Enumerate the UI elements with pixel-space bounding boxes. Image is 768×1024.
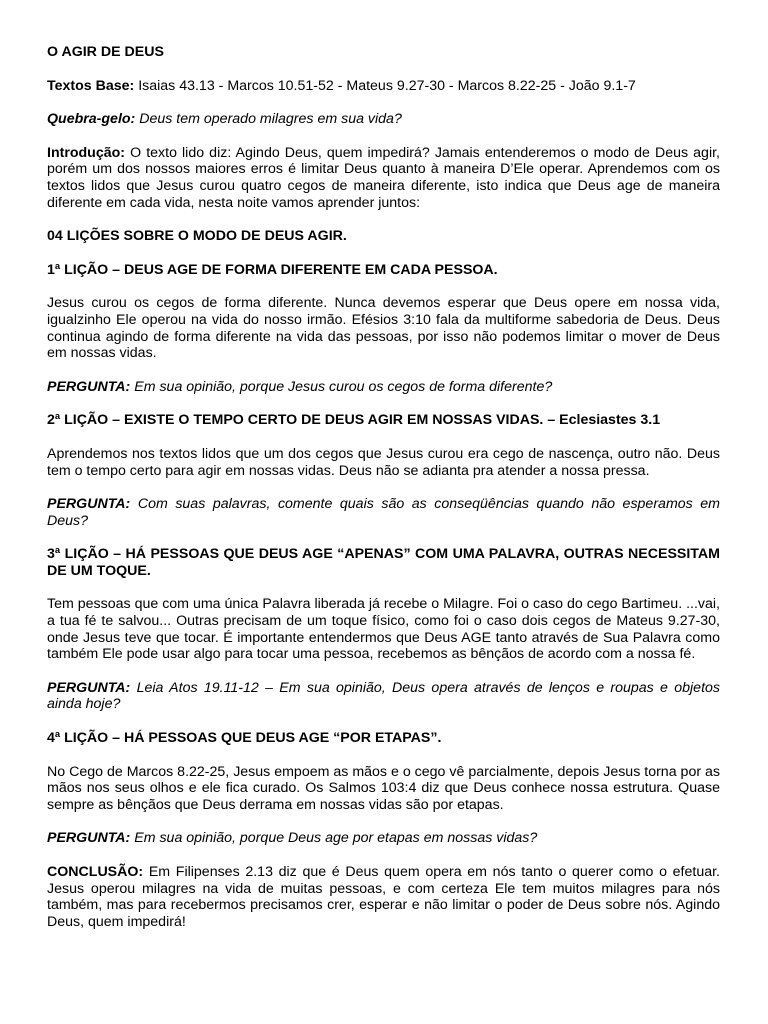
document-body: [47, 44, 720, 947]
licao1-pergunta: [47, 379, 720, 396]
licao3-body: Tem pessoas que com uma única Palavra liberada já recebe o Milagre. Foi o caso do cego Bartimeu. ...vai, a tua fé te salvou... Outras precisam de um toque físico, como foi o caso dois cegos de Mateus 9.27-30, onde Jesus teve que tocar. É importante entendermos que Deus AGE tanto através de Sua Palavra como também Ele pode usar algo para tocar uma pessoa, recebemos as bênçãos de acordo com a nossa fé.: [47, 596, 720, 663]
pergunta-label: PERGUNTA:: [47, 496, 131, 513]
quebra-gelo-label: Quebra-gelo:: [47, 111, 136, 128]
licao2-heading: 2ª LIÇÃO – EXISTE O TEMPO CERTO DE DEUS AGIR EM NOSSAS VIDAS. – Eclesiastes 3.1: [47, 412, 661, 429]
introducao: [47, 145, 720, 211]
pergunta-text: Leia Atos 19.11-12 – Em sua opinião, Deus opera através de lenços e roupas e objetos ainda hoje?: [47, 679, 720, 713]
licao3-heading: 3ª LIÇÃO – HÁ PESSOAS QUE DEUS AGE “APENAS” COM UMA PALAVRA, OUTRAS NECESSITAM DE UM TOQUE.: [47, 546, 720, 579]
introducao-label: Introdução:: [47, 144, 126, 161]
pergunta-text: Com suas palavras, comente quais são as conseqüências quando não esperamos em Deus?: [47, 496, 720, 529]
pergunta-label: PERGUNTA:: [47, 378, 131, 395]
licao4-heading: 4ª LIÇÃO – HÁ PESSOAS QUE DEUS AGE “POR ETAPAS”.: [47, 730, 442, 747]
pergunta-label: PERGUNTA:: [47, 679, 131, 696]
textos-base-label: Textos Base:: [47, 77, 135, 94]
licao2-body: Aprendemos nos textos lidos que um dos cegos que Jesus curou era cego de nascença, outro não. Deus tem o tempo certo para agir em nossas vidas. Deus não se adianta pra atender a nossa pressa.: [47, 445, 720, 479]
quebra-gelo: [47, 111, 720, 128]
conclusao-text: Em Filipenses 2.13 diz que é Deus quem opera em nós tanto o querer como o efetuar. Jesus operou milagres na vida de muitas pessoas, e com certeza Ele tem muitos milagres para nós também, mas para recebermos precisamos crer, esperar e não limitar o poder de Deus sobre nós. Agindo Deus, quem impedirá!: [47, 864, 720, 930]
pergunta-text: Em sua opinião, porque Jesus curou os cegos de forma diferente?: [130, 378, 553, 395]
licao4-body: No Cego de Marcos 8.22-25, Jesus empoem as mãos e o cego vê parcialmente, depois Jesus torna por as mãos nos seus olhos e ele fica curado. Os Salmos 103:4 diz que Deus conhece nossa estrutura. Quase sempre as bênçãos que Deus derrama em nossas vidas são por etapas.: [47, 763, 720, 813]
conclusao-label: CONCLUSÃO:: [47, 864, 144, 880]
quebra-gelo-text: Deus tem operado milagres em sua vida?: [135, 111, 402, 128]
textos-base-text: Isaias 43.13 - Marcos 10.51-52 - Mateus 9.27-30 - Marcos 8.22-25 - João 9.1-7: [134, 77, 636, 94]
document-title: O AGIR DE DEUS: [47, 44, 164, 60]
textos-base: [47, 78, 720, 95]
licao4-pergunta: [47, 830, 720, 847]
licoes-heading: 04 LIÇÕES SOBRE O MODO DE DEUS AGIR.: [47, 228, 347, 245]
pergunta-text: Em sua opinião, porque Deus age por etapas em nossas vidas?: [130, 830, 538, 847]
licao1-heading: 1ª LIÇÃO – DEUS AGE DE FORMA DIFERENTE EM CADA PESSOA.: [47, 261, 498, 278]
licao3-pergunta: [47, 680, 720, 713]
licao2-pergunta: [47, 496, 720, 529]
introducao-text: O texto lido diz: Agindo Deus, quem impedirá? Jamais entenderemos o modo de Deus agir, porém um dos nossos maiores erros é limitar Deus quanto à maneira D’Ele operar. Aprendemos com os textos lidos que Jesus curou quatro cegos de maneira diferente, isto indica que Deus age de maneira diferente em cada vida, nesta noite vamos aprender juntos:: [47, 144, 720, 211]
licao1-body: Jesus curou os cegos de forma diferente. Nunca devemos esperar que Deus opere em nossa vida, igualzinho Ele operou na vida do nosso irmão. Efésios 3:10 fala da multiforme sabedoria de Deus. Deus continua agindo de forma diferente na vida das pessoas, por isso não podemos limitar o mover de Deus em nossas vidas.: [47, 295, 720, 362]
conclusao: [47, 864, 720, 930]
pergunta-label: PERGUNTA:: [47, 830, 131, 847]
